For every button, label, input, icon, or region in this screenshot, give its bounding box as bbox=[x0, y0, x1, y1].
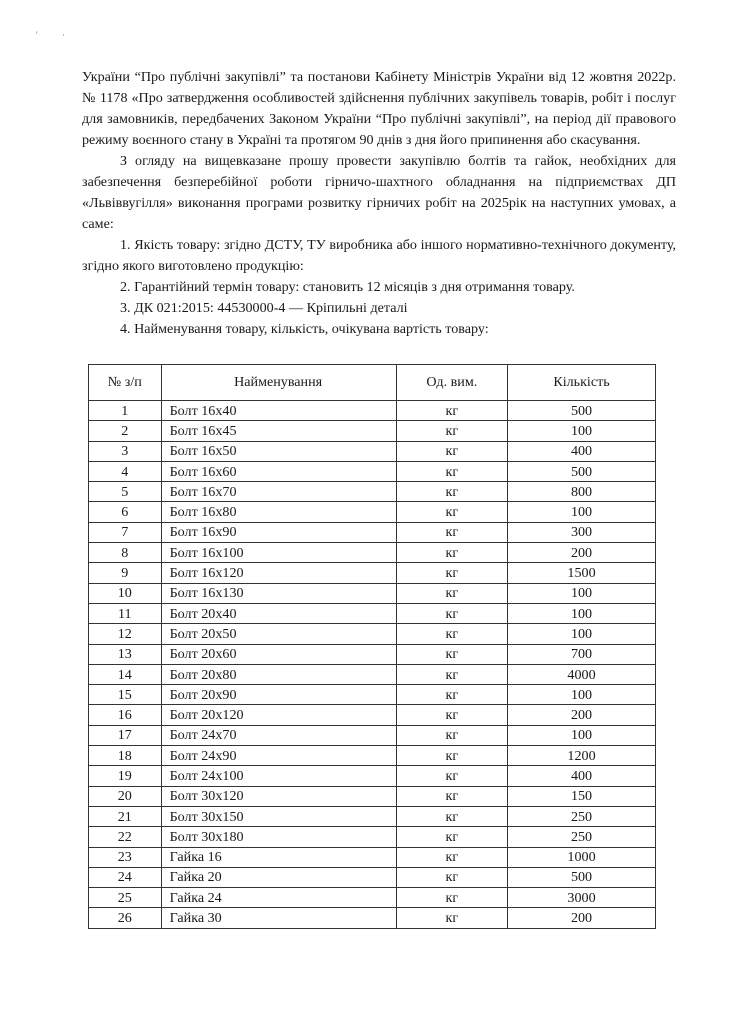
row-name: Болт 24x100 bbox=[161, 766, 396, 786]
row-unit: кг bbox=[396, 908, 507, 928]
row-name: Болт 24x90 bbox=[161, 746, 396, 766]
row-name: Болт 16x80 bbox=[161, 502, 396, 522]
row-quantity: 1000 bbox=[508, 847, 656, 867]
row-name: Болт 20x60 bbox=[161, 644, 396, 664]
row-unit: кг bbox=[396, 867, 507, 887]
table-row bbox=[89, 806, 656, 826]
row-unit: кг bbox=[396, 746, 507, 766]
table-row bbox=[89, 786, 656, 806]
row-name: Болт 20x50 bbox=[161, 624, 396, 644]
row-quantity: 500 bbox=[508, 867, 656, 887]
row-name: Болт 20x80 bbox=[161, 664, 396, 684]
table-row bbox=[89, 867, 656, 887]
intro-paragraph: України “Про публічні закупівлі” та постанови Кабінету Міністрів України від 12 жовтня 2022р. № 1178 «Про затвердження особливостей здійснення публічних закупівель товарів, робіт і послуг для замовників, передбачених Законом України “Про публічні закупівлі”, на період дії правового режиму воєнного стану в Україні та протягом 90 днів з дня його припинення або скасування. bbox=[82, 69, 676, 148]
row-name: Болт 16x45 bbox=[161, 421, 396, 441]
row-quantity: 800 bbox=[508, 482, 656, 502]
row-quantity: 500 bbox=[508, 401, 656, 421]
row-name: Болт 16x50 bbox=[161, 441, 396, 461]
table-row bbox=[89, 441, 656, 461]
row-name: Болт 16x100 bbox=[161, 543, 396, 563]
row-number: 16 bbox=[89, 705, 162, 725]
condition-classifier: 3. ДК 021:2015: 44530000-4 — Кріпильні деталі bbox=[120, 300, 408, 316]
row-name: Болт 20x40 bbox=[161, 603, 396, 623]
row-quantity: 400 bbox=[508, 766, 656, 786]
table-body bbox=[89, 401, 656, 929]
row-number: 7 bbox=[89, 522, 162, 542]
row-unit: кг bbox=[396, 522, 507, 542]
row-quantity: 100 bbox=[508, 583, 656, 603]
row-name: Болт 16x70 bbox=[161, 482, 396, 502]
row-name: Болт 16x130 bbox=[161, 583, 396, 603]
goods-table bbox=[88, 364, 656, 929]
header-name: Найменування bbox=[161, 365, 396, 401]
row-quantity: 500 bbox=[508, 461, 656, 481]
row-quantity: 1200 bbox=[508, 746, 656, 766]
row-quantity: 100 bbox=[508, 624, 656, 644]
row-quantity: 100 bbox=[508, 725, 656, 745]
row-unit: кг bbox=[396, 482, 507, 502]
row-unit: кг bbox=[396, 644, 507, 664]
row-number: 12 bbox=[89, 624, 162, 644]
row-quantity: 100 bbox=[508, 421, 656, 441]
row-quantity: 250 bbox=[508, 827, 656, 847]
header-quantity: Кількість bbox=[508, 365, 656, 401]
row-number: 6 bbox=[89, 502, 162, 522]
table-header-row bbox=[89, 365, 656, 401]
row-number: 21 bbox=[89, 806, 162, 826]
row-number: 18 bbox=[89, 746, 162, 766]
table-row bbox=[89, 908, 656, 928]
row-quantity: 150 bbox=[508, 786, 656, 806]
row-name: Гайка 30 bbox=[161, 908, 396, 928]
table-row bbox=[89, 644, 656, 664]
row-name: Гайка 24 bbox=[161, 888, 396, 908]
row-number: 9 bbox=[89, 563, 162, 583]
row-name: Болт 16x60 bbox=[161, 461, 396, 481]
row-unit: кг bbox=[396, 847, 507, 867]
letter-body bbox=[82, 67, 676, 340]
row-number: 19 bbox=[89, 766, 162, 786]
table-row bbox=[89, 827, 656, 847]
row-number: 11 bbox=[89, 603, 162, 623]
table-row bbox=[89, 685, 656, 705]
row-number: 2 bbox=[89, 421, 162, 441]
table-row bbox=[89, 746, 656, 766]
table-row bbox=[89, 461, 656, 481]
row-unit: кг bbox=[396, 664, 507, 684]
row-quantity: 200 bbox=[508, 543, 656, 563]
row-unit: кг bbox=[396, 725, 507, 745]
row-quantity: 100 bbox=[508, 502, 656, 522]
table-row bbox=[89, 705, 656, 725]
row-number: 13 bbox=[89, 644, 162, 664]
row-name: Болт 16x40 bbox=[161, 401, 396, 421]
row-quantity: 200 bbox=[508, 705, 656, 725]
row-number: 1 bbox=[89, 401, 162, 421]
row-quantity: 1500 bbox=[508, 563, 656, 583]
table-row bbox=[89, 624, 656, 644]
row-number: 8 bbox=[89, 543, 162, 563]
row-unit: кг bbox=[396, 766, 507, 786]
row-number: 24 bbox=[89, 867, 162, 887]
table-row bbox=[89, 522, 656, 542]
row-number: 20 bbox=[89, 786, 162, 806]
row-number: 15 bbox=[89, 685, 162, 705]
row-unit: кг bbox=[396, 441, 507, 461]
row-unit: кг bbox=[396, 603, 507, 623]
table-row bbox=[89, 543, 656, 563]
row-unit: кг bbox=[396, 786, 507, 806]
row-quantity: 200 bbox=[508, 908, 656, 928]
row-name: Болт 30x150 bbox=[161, 806, 396, 826]
row-unit: кг bbox=[396, 502, 507, 522]
row-unit: кг bbox=[396, 705, 507, 725]
table-row bbox=[89, 664, 656, 684]
table-row bbox=[89, 583, 656, 603]
row-number: 23 bbox=[89, 847, 162, 867]
row-number: 22 bbox=[89, 827, 162, 847]
condition-warranty: 2. Гарантійний термін товару: становить 12 місяців з дня отримання товару. bbox=[120, 279, 575, 295]
row-quantity: 100 bbox=[508, 603, 656, 623]
row-name: Гайка 20 bbox=[161, 867, 396, 887]
row-unit: кг bbox=[396, 624, 507, 644]
row-name: Болт 20x120 bbox=[161, 705, 396, 725]
row-unit: кг bbox=[396, 543, 507, 563]
header-unit: Од. вим. bbox=[396, 365, 507, 401]
row-name: Болт 24x70 bbox=[161, 725, 396, 745]
table-row bbox=[89, 401, 656, 421]
row-number: 25 bbox=[89, 888, 162, 908]
row-number: 5 bbox=[89, 482, 162, 502]
row-unit: кг bbox=[396, 461, 507, 481]
row-unit: кг bbox=[396, 888, 507, 908]
row-name: Болт 20x90 bbox=[161, 685, 396, 705]
scan-mark: ' bbox=[36, 30, 38, 40]
table-row bbox=[89, 421, 656, 441]
row-quantity: 300 bbox=[508, 522, 656, 542]
table-row bbox=[89, 563, 656, 583]
row-quantity: 250 bbox=[508, 806, 656, 826]
row-unit: кг bbox=[396, 583, 507, 603]
row-quantity: 3000 bbox=[508, 888, 656, 908]
table-row bbox=[89, 502, 656, 522]
row-number: 17 bbox=[89, 725, 162, 745]
row-number: 3 bbox=[89, 441, 162, 461]
row-number: 10 bbox=[89, 583, 162, 603]
row-number: 4 bbox=[89, 461, 162, 481]
row-unit: кг bbox=[396, 401, 507, 421]
row-name: Гайка 16 bbox=[161, 847, 396, 867]
condition-quality: 1. Якість товару: згідно ДСТУ, ТУ виробника або іншого нормативно-технічного документу, згідно якого виготовлено продукцію: bbox=[82, 237, 676, 274]
row-quantity: 100 bbox=[508, 685, 656, 705]
row-unit: кг bbox=[396, 827, 507, 847]
table-row bbox=[89, 603, 656, 623]
table-row bbox=[89, 482, 656, 502]
row-name: Болт 16x90 bbox=[161, 522, 396, 542]
scan-mark: · bbox=[62, 30, 65, 40]
row-name: Болт 30x120 bbox=[161, 786, 396, 806]
row-name: Болт 16x120 bbox=[161, 563, 396, 583]
row-unit: кг bbox=[396, 685, 507, 705]
row-number: 26 bbox=[89, 908, 162, 928]
row-number: 14 bbox=[89, 664, 162, 684]
condition-goods-list: 4. Найменування товару, кількість, очікувана вартість товару: bbox=[120, 321, 489, 337]
row-quantity: 4000 bbox=[508, 664, 656, 684]
table-row bbox=[89, 725, 656, 745]
row-quantity: 400 bbox=[508, 441, 656, 461]
row-name: Болт 30x180 bbox=[161, 827, 396, 847]
request-paragraph: З огляду на вищевказане прошу провести закупівлю болтів та гайок, необхідних для забезпечення безперебійної роботи гірничо-шахтного обладнання на підприємствах ДП «Львіввугілля» виконання програми розвитку гірничих робіт на 2025рік на наступних умовах, а саме: bbox=[82, 153, 676, 232]
row-unit: кг bbox=[396, 806, 507, 826]
table-row bbox=[89, 888, 656, 908]
row-unit: кг bbox=[396, 421, 507, 441]
table-row bbox=[89, 847, 656, 867]
row-quantity: 700 bbox=[508, 644, 656, 664]
header-number: № з/п bbox=[89, 365, 162, 401]
table-row bbox=[89, 766, 656, 786]
row-unit: кг bbox=[396, 563, 507, 583]
